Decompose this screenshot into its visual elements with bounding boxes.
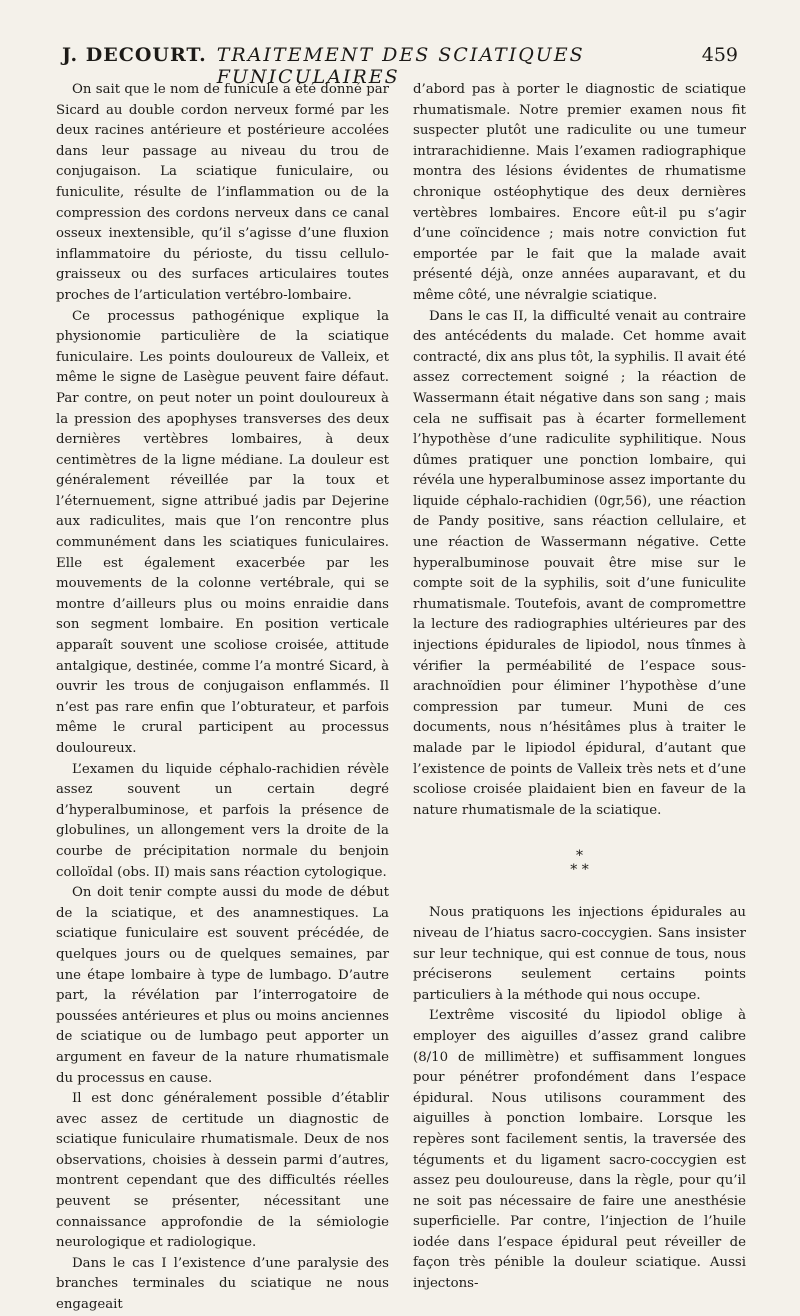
left-column: [56, 80, 389, 1313]
paragraph: On doit tenir compte aussi du mode de début de la sciatique, et des anamnestiques. La sciatique funiculaire est souvent précédée, de quelques jours ou de quelques semaines, par une étape lombaire à type de lumbago. D’autre part, la révélation par l’interrogatoire de poussées antérieures et plus ou moins anciennes de sciatique ou de lumbago peut apporter un argument en faveur de la nature rhumatismale du processus en cause.: [56, 885, 389, 1086]
asterism-bottom: * *: [570, 862, 589, 879]
paragraph: Nous pratiquons les injections épidurales au niveau de l’hiatus sacro-coccygien. Sans insister sur leur technique, qui est connue de tous, nous préciserons seulement certains points particuliers à la méthode qui nous occupe.: [413, 905, 746, 1003]
header-title: TRAITEMENT DES SCIATIQUES FUNICULAIRES: [216, 44, 585, 88]
paragraph: d’abord pas à porter le diagnostic de sciatique rhumatismale. Notre premier examen nous fit suspecter plutôt une radiculite ou une tumeur intrarachidienne. Mais l’examen radiographique montra des lésions évidentes de rhumatisme chronique ostéophytique des deux dernières vertèbres lombaires. Encore eût-il pu s’agir d’une coïncidence ; mais notre conviction fut emportée par le fait que la malade avait présenté déjà, onze années auparavant, et du même côté, une névralgie sciatique.: [413, 82, 746, 303]
paragraph: L’extrême viscosité du lipiodol oblige à employer des aiguilles d’assez grand calibre (8/10 de millimètre) et suffisamment longues pour pénétrer profondément dans l’espace épidural. Nous utilisons couramment des aiguilles à ponction lombaire. Lorsque les repères sont facilement sentis, la traversée des téguments et du ligament sacro-coccygien est assez peu douloureuse, dans la règle, pour qu’il ne soit pas nécessaire de faire une anesthésie superficielle. Par contre, l’injection de l’huile iodée dans l’espace épidural peut réveiller de façon très pénible la douleur sciatique. Aussi injectons-: [413, 1008, 746, 1292]
text-columns: [56, 80, 746, 1313]
header-author: J. DECOURT.: [62, 44, 207, 66]
asterism-top: *: [576, 848, 583, 865]
paragraph: Ce processus pathogénique explique la physionomie particulière de la sciatique funiculaire. Les points douloureux de Valleix, et même le signe de Lasègue peuvent faire défaut. Par contre, on peut noter un point douloureux à la pression des apophyses transverses des deux dernières vertèbres lombaires, à deux centimètres de la ligne médiane. La douleur est généralement réveillée par la toux et l’éternuement, signe attribué jadis par Dejerine aux radiculites, mais que l’on rencontre plus communément dans les sciatiques funiculaires. Elle est également exacerbée par les mouvements de la colonne vertébrale, qui se montre d’ailleurs plus ou moins enraidie dans son segment lombaire. En position verticale apparaît souvent une scoliose croisée, attitude antalgique, destinée, comme l’a montré Sicard, à ouvrir les trous de conjugaison enflammés. Il n’est pas rare enfin que l’obturateur, et parfois même le crural participent au processus douloureux.: [56, 308, 389, 756]
right-column: [413, 80, 746, 1292]
running-header: [62, 44, 738, 88]
page-number: 459: [701, 44, 738, 66]
paragraph: Il est donc généralement possible d’établir avec assez de certitude un diagnostic de sciatique funiculaire rhumatismale. Deux de nos observations, choisies à dessein parmi d’autres, montrent cependant que des difficultés réelles peuvent se présenter, nécessitant une connaissance approfondie de la sémiologie neurologique et radiologique.: [56, 1091, 389, 1251]
section-separator: [413, 849, 746, 877]
paragraph: On sait que le nom de funicule a été donné par Sicard au double cordon nerveux formé par les deux racines antérieure et postérieure accolées dans leur passage au niveau du trou de conjugaison. La sciatique funiculaire, ou funiculite, résulte de l’inflammation ou de la compression des cordons nerveux dans ce canal osseux inextensible, qu’il s’agisse d’une fluxion inflammatoire du périoste, du tissu cellulo-graisseux ou des surfaces articulaires toutes proches de l’articulation vertébro-lombaire.: [56, 82, 389, 303]
paragraph: Dans le cas II, la difficulté venait au contraire des antécédents du malade. Cet homme avait contracté, dix ans plus tôt, la syphilis. Il avait été assez correctement soigné ; la réaction de Wassermann était négative dans son sang ; mais cela ne suffisait pas à écarter formellement l’hypothèse d’une radiculite syphilitique. Nous dûmes pratiquer une ponction lombaire, qui révéla une hyperalbuminose assez importante du liquide céphalo-rachidien (0gr,56), une réaction de Pandy positive, sans réaction cellulaire, et une réaction de Wassermann négative. Cette hyperalbuminose pouvait être mise sur le compte soit de la syphilis, soit d’une funiculite rhumatismale. Toutefois, avant de compromettre la lecture des radiographies ultérieures par des injections épidurales de lipiodol, nous tînmes à vérifier la perméabilité de l’espace sous-arachnoïdien pour éliminer l’hypothèse d’une compression par tumeur. Muni de ces documents, nous n’hésitâmes plus à traiter le malade par le lipiodol épidural, d’autant que l’existence de points de Valleix très nets et d’une scoliose croisée plaidaient bien en faveur de la nature rhumatismale de la sciatique.: [413, 308, 746, 818]
paragraph: L’examen du liquide céphalo-rachidien révèle assez souvent un certain degré d’hyperalbuminose, et parfois la présence de globulines, un allongement vers la droite de la courbe de précipitation normale du benjoin colloïdal (obs. II) mais sans réaction cytologique.: [56, 761, 389, 880]
paragraph: Dans le cas I l’existence d’une paralysie des branches terminales du sciatique ne nous engageait: [56, 1255, 389, 1313]
